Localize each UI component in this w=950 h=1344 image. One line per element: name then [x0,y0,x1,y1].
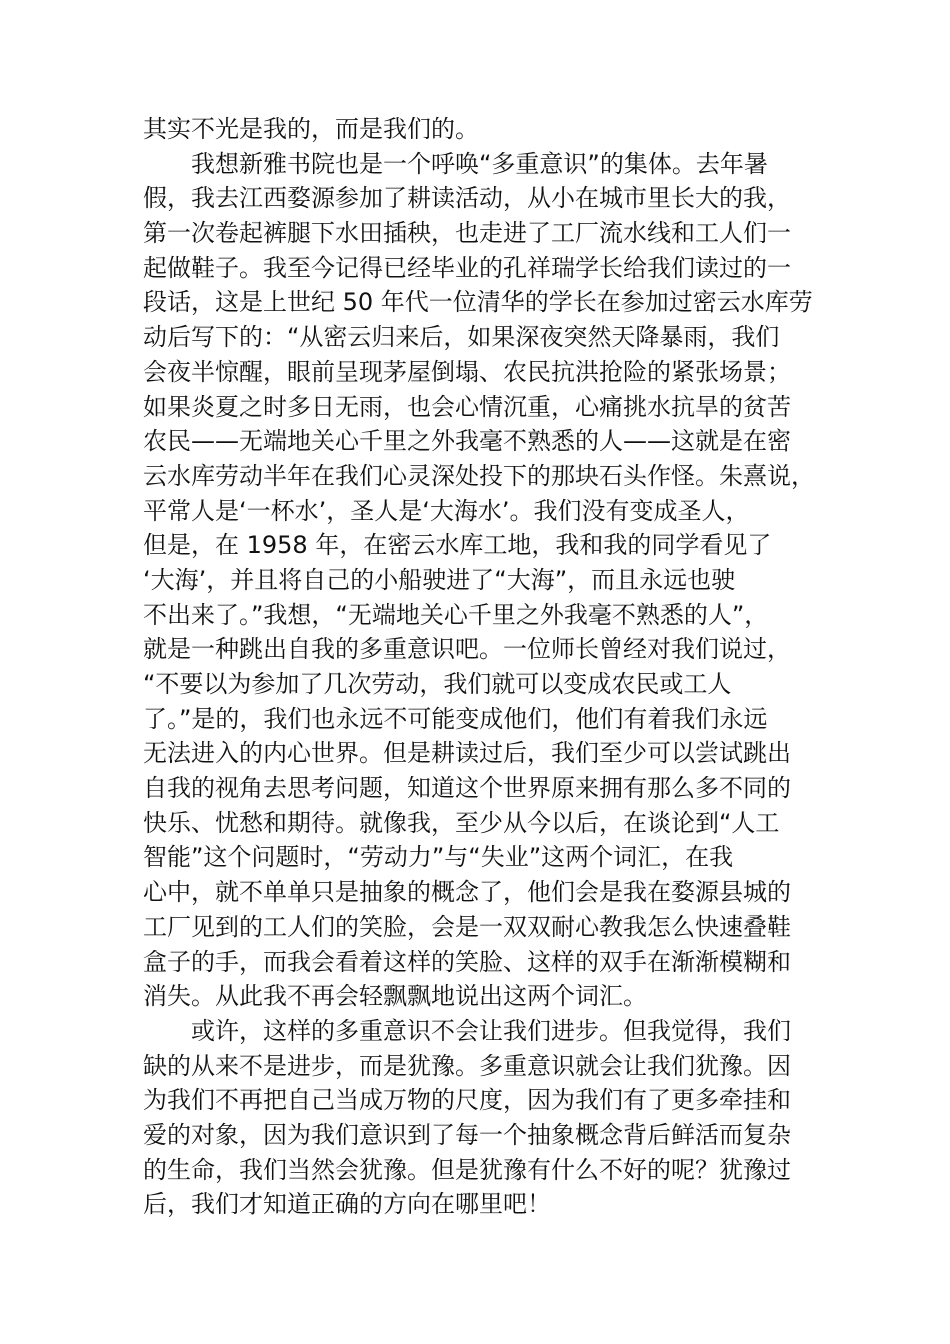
paragraph-line: 盒子的手，而我会看着这样的笑脸、这样的双手在渐渐模糊和 [143,947,791,976]
paragraph-line: 农民——无端地关心千里之外我毫不熟悉的人——这就是在密 [143,427,791,456]
paragraph [143,147,823,1014]
paragraph-line: 我想新雅书院也是一个呼唤“多重意识”的集体。去年暑 [191,149,768,178]
paragraph-line: 平常人是‘一杯水’，圣人是‘大海水’。我们没有变成圣人， [143,496,750,525]
paragraph-line: 心中，就不单单只是抽象的概念了，他们会是我在婺源县城的 [143,878,791,907]
paragraph-line: 爱的对象，因为我们意识到了每一个抽象概念背后鲜活而复杂 [143,1120,791,1149]
paragraph-line: 智能”这个问题时，“劳动力”与“失业”这两个词汇，在我 [143,843,734,872]
paragraph-line: 或许，这样的多重意识不会让我们进步。但我觉得，我们 [191,1016,791,1045]
paragraph-line: 如果炎夏之时多日无雨，也会心情沉重，心痛挑水抗旱的贫苦 [143,392,791,421]
paragraph-line: 第一次卷起裤腿下水田插秧，也走进了工厂流水线和工人们一 [143,219,791,248]
paragraph-line: 为我们不再把自己当成万物的尺度，因为我们有了更多牵挂和 [143,1086,791,1115]
paragraph-line: ‘大海’，并且将自己的小船驶进了“大海”，而且永远也驶 [143,565,736,594]
document-body [143,112,823,1222]
paragraph-line: 工厂见到的工人们的笑脸，会是一双双耐心教我怎么快速叠鞋 [143,912,791,941]
paragraph-line: 起做鞋子。我至今记得已经毕业的孔祥瑞学长给我们读过的一 [143,253,791,282]
paragraph-line: 的生命，我们当然会犹豫。但是犹豫有什么不好的呢？犹豫过 [143,1155,791,1184]
paragraph-line: 会夜半惊醒，眼前呈现茅屋倒塌、农民抗洪抢险的紧张场景； [143,357,791,386]
paragraph-line: 不出来了。”我想，“无端地关心千里之外我毫不熟悉的人”， [143,600,769,629]
paragraph-line: 缺的从来不是进步，而是犹豫。多重意识就会让我们犹豫。因 [143,1051,791,1080]
paragraph-line: 无法进入的内心世界。但是耕读过后，我们至少可以尝试跳出 [143,739,791,768]
paragraph-line: 云水库劳动半年在我们心灵深处投下的那块石头作怪。朱熹说， [143,461,815,490]
paragraph-line: 了。”是的，我们也永远不可能变成他们，他们有着我们永远 [143,704,768,733]
paragraph-line: 就是一种跳出自我的多重意识吧。一位师长曾经对我们说过， [143,635,791,664]
paragraph-line: 其实不光是我的，而是我们的。 [143,115,479,143]
paragraph-line: 但是，在 1958 年，在密云水库工地，我和我的同学看见了 [143,531,772,560]
paragraph-line: 假，我去江西婺源参加了耕读活动，从小在城市里长大的我， [143,184,791,213]
paragraph [143,112,823,147]
paragraph-line: 自我的视角去思考问题，知道这个世界原来拥有那么多不同的 [143,774,791,803]
paragraph-line: 动后写下的：“从密云归来后，如果深夜突然天降暴雨，我们 [143,323,780,352]
paragraph-line: 段话，这是上世纪 50 年代一位清华的学长在参加过密云水库劳 [143,288,813,317]
paragraph-line: 后，我们才知道正确的方向在哪里吧！ [143,1190,551,1219]
paragraph-line: 消失。从此我不再会轻飘飘地说出这两个词汇。 [143,982,647,1011]
paragraph [143,1014,823,1222]
paragraph-line: 快乐、忧愁和期待。就像我，至少从今以后，在谈论到“人工 [143,808,780,837]
paragraph-line: “不要以为参加了几次劳动，我们就可以变成农民或工人 [143,670,732,698]
